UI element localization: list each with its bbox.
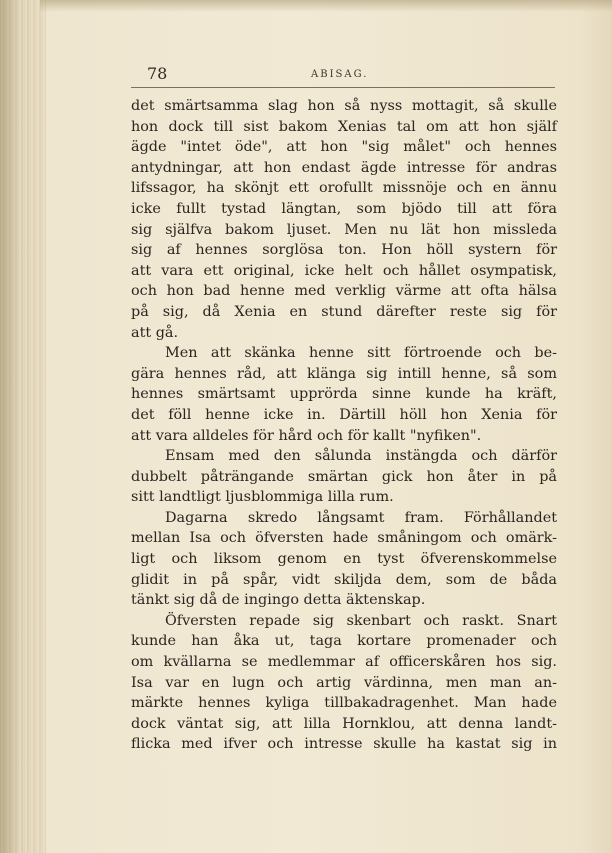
gutter-shadow: [0, 0, 20, 853]
text-line: att vara ett original, icke helt och hållet osympatisk,: [131, 262, 557, 279]
page-header: [131, 64, 555, 86]
text-line: dubbelt påträngande smärtan gick hon åter in på: [131, 468, 557, 485]
body-text: [131, 96, 557, 755]
page-number: 78: [147, 64, 168, 83]
text-line: mellan Isa och öfversten hade småningom och omärk-: [131, 530, 557, 547]
text-line: antydningar, att hon endast ägde intresse för andras: [131, 159, 557, 176]
text-line: icke fullt tystad längtan, som bjödo till att föra: [131, 200, 557, 217]
text-line: dock väntat sig, att lilla Hornklou, att denna landt-: [131, 715, 557, 732]
text-line: och hon bad henne med verklig värme att ofta hälsa: [131, 283, 557, 300]
text-line: sig af hennes sorglösa ton. Hon höll systern för: [131, 242, 557, 259]
text-line: att vara alldeles för hård och för kallt "nyfiken".: [131, 427, 482, 444]
text-line: kunde han åka ut, taga kortare promenader och: [131, 633, 557, 650]
text-line: att gå.: [131, 324, 179, 341]
text-line: hon dock till sist bakom Xenias tal om att hon själf: [131, 118, 557, 135]
text-line: på sig, då Xenia en stund därefter reste sig för: [131, 303, 557, 320]
text-line: om kvällarna se medlemmar af officerskåren hos sig.: [131, 654, 557, 671]
text-line: sitt landtligt ljusblommiga lilla rum.: [131, 489, 394, 506]
text-line: Men att skänka henne sitt förtroende och be-: [165, 345, 557, 362]
header-rule: [131, 87, 555, 88]
running-title: ABISAG.: [311, 69, 369, 80]
text-line: ägde "intet öde", att hon "sig målet" och hennes: [131, 139, 557, 156]
page-top-edge: [40, 0, 612, 12]
text-line: Dagarna skredo långsamt fram. Förhållandet: [165, 509, 557, 526]
text-line: Ensam med den sålunda instängda och därför: [165, 448, 557, 465]
text-line: sig själfva bakom ljuset. Men nu lät hon missleda: [131, 221, 557, 238]
text-line: tänkt sig då de ingingo detta äktenskap.: [131, 592, 426, 609]
text-line: Isa var en lugn och artig värdinna, men man an-: [131, 674, 557, 691]
text-line: det föll henne icke in. Därtill höll hon Xenia för: [131, 406, 557, 423]
text-line: märkte hennes kyliga tillbakadragenhet. Man hade: [131, 695, 557, 712]
text-line: det smärtsamma slag hon så nyss mottagit, så skulle: [131, 98, 557, 114]
text-line: Öfversten repade sig skenbart och raskt. Snart: [165, 612, 557, 629]
text-line: flicka med ifver och intresse skulle ha kastat sig in: [131, 736, 557, 753]
text-line: glidit in på spår, vidt skiljda dem, som de båda: [131, 571, 557, 588]
text-line: gära hennes råd, att klänga sig intill henne, så som: [131, 365, 557, 382]
text-line: ligt och liksom genom en tyst öfverenskommelse: [131, 551, 557, 568]
text-line: hennes smärtsamt upprörda sinne kunde ha kräft,: [131, 386, 557, 403]
text-line: lifssagor, ha skönjt ett orofullt missnöje och en ännu: [131, 180, 557, 197]
